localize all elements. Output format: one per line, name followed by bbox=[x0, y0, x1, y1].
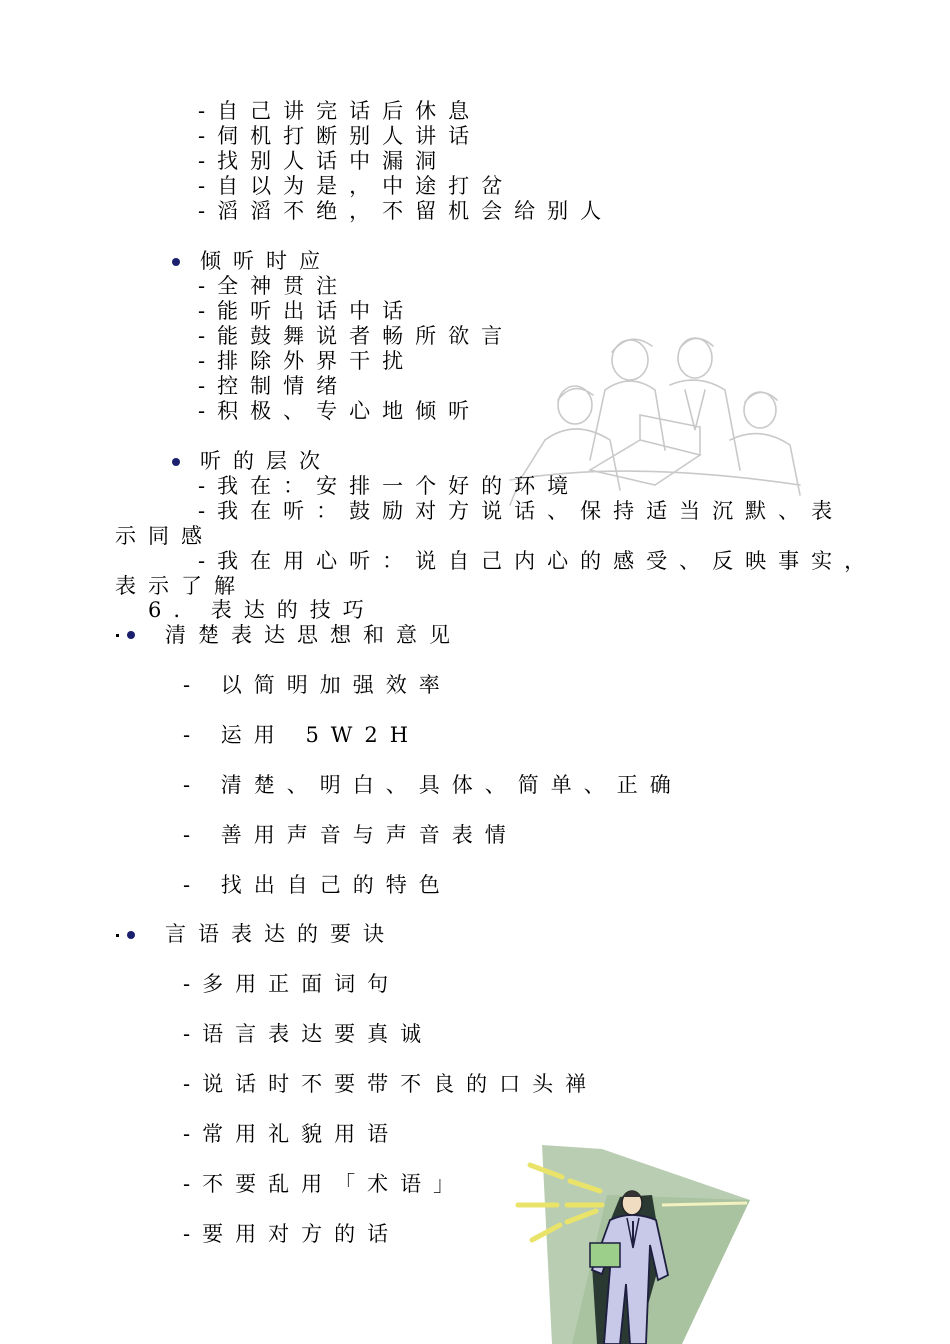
fault-line: -滔滔不绝，不留机会给别人 bbox=[198, 199, 614, 223]
list-item-continued: 示同感 bbox=[115, 524, 214, 548]
dot-marker bbox=[116, 634, 119, 637]
section-heading: 6. 表达的技巧 bbox=[148, 598, 376, 622]
list-item-continued: 表示了解 bbox=[115, 574, 247, 598]
list-item: -常用礼貌用语 bbox=[183, 1122, 401, 1146]
list-item: -我在听：鼓励对方说话、保持适当沉默、表 bbox=[198, 499, 845, 523]
list-item: -排除外界干扰 bbox=[198, 349, 416, 373]
list-item: -我在用心听：说自己内心的感受、反映事实， bbox=[198, 549, 878, 573]
bullet-icon bbox=[127, 931, 135, 939]
dot-marker bbox=[116, 934, 119, 937]
list-item: -说话时不要带不良的口头禅 bbox=[183, 1072, 599, 1096]
section-title-levels: 听的层次 bbox=[200, 449, 332, 473]
list-item: -语言表达要真诚 bbox=[183, 1022, 434, 1046]
subsection-title: 言语表达的要诀 bbox=[165, 922, 396, 946]
bullet-icon bbox=[172, 258, 180, 266]
bullet-icon bbox=[172, 458, 180, 466]
list-item: - 找出自己的特色 bbox=[183, 873, 452, 897]
fault-line: -自己讲完话后休息 bbox=[198, 99, 482, 123]
list-item: -我在：安排一个好的环境 bbox=[198, 474, 581, 498]
list-item: -能鼓舞说者畅所欲言 bbox=[198, 324, 515, 348]
bullet-icon bbox=[127, 631, 135, 639]
fault-line: -自以为是，中途打岔 bbox=[198, 174, 515, 198]
fault-line: -找别人话中漏洞 bbox=[198, 149, 449, 173]
list-item: - 以简明加强效率 bbox=[183, 673, 452, 697]
list-item: -要用对方的话 bbox=[183, 1222, 401, 1246]
list-item: -不要乱用「术语」 bbox=[183, 1172, 467, 1196]
list-item: - 清楚、明白、具体、简单、正确 bbox=[183, 773, 683, 797]
businessman-spotlight-illustration bbox=[512, 1145, 752, 1344]
list-item: - 运用 5W2H bbox=[183, 723, 421, 747]
subsection-title: 清楚表达思想和意见 bbox=[165, 623, 462, 647]
fault-line: -伺机打断别人讲话 bbox=[198, 124, 482, 148]
list-item: -能听出话中话 bbox=[198, 299, 416, 323]
list-item: -全神贯注 bbox=[198, 274, 350, 298]
list-item: -积极、专心地倾听 bbox=[198, 399, 482, 423]
list-item: -控制情绪 bbox=[198, 374, 350, 398]
list-item: -多用正面词句 bbox=[183, 972, 401, 996]
section-title-listen: 倾听时应 bbox=[200, 249, 332, 273]
list-item: - 善用声音与声音表情 bbox=[183, 823, 518, 847]
